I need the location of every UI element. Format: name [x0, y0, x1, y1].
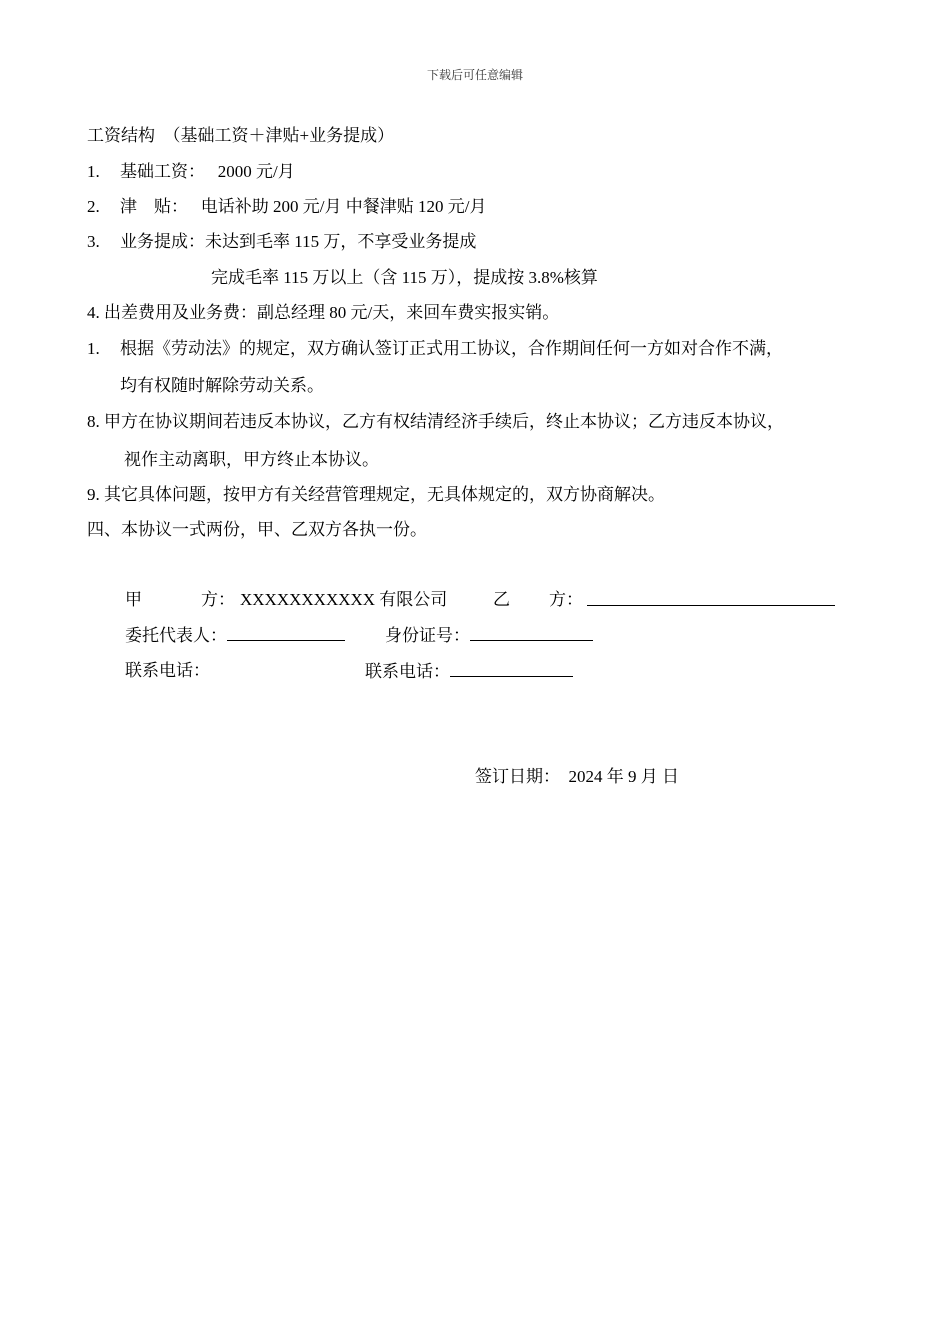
item-number: 3.	[87, 232, 100, 251]
agent-row	[125, 623, 345, 648]
party-b-label-second: 方：	[549, 590, 583, 609]
party-b-name-field	[587, 588, 835, 613]
clause-copies: 四、本协议一式两份，甲、乙双方各执一份。	[87, 520, 427, 539]
phone-a-label: 联系电话：	[125, 661, 210, 680]
phone-b-field	[450, 659, 573, 677]
item-commission	[87, 230, 476, 254]
clause-labor-law	[87, 337, 783, 361]
party-a-name: XXXXXXXXXXX 有限公司	[240, 590, 448, 609]
clause-labor-law-continued: 均有权随时解除劳动关系。	[120, 376, 324, 395]
clause-number: 1.	[87, 339, 100, 358]
item-number: 1.	[87, 162, 100, 181]
signing-date: 签订日期： 2024 年 9 月 日	[475, 767, 679, 786]
phone-b-label: 联系电话：	[365, 662, 450, 681]
agent-field	[227, 623, 345, 641]
clause-breach: 8. 甲方在协议期间若违反本协议，乙方有权结清经济手续后，终止本协议；乙方违反本协议，	[87, 412, 784, 431]
item-allowance	[87, 195, 486, 219]
id-label: 身份证号：	[385, 626, 470, 645]
item-number: 2.	[87, 197, 100, 216]
clause-other-issues: 9. 其它具体问题，按甲方有关经营管理规定，无具体规定的，双方协商解决。	[87, 485, 665, 504]
salary-structure-title: 工资结构 （基础工资＋津贴+业务提成）	[87, 126, 395, 145]
item-text: 基础工资： 2000 元/月	[120, 162, 295, 181]
party-a-label-second: 方：	[201, 590, 235, 609]
party-b-label-first: 乙	[493, 590, 510, 609]
phone-b-row	[365, 659, 573, 684]
item-text: 业务提成：未达到毛率 115 万，不享受业务提成	[120, 232, 477, 251]
agent-label: 委托代表人：	[125, 626, 227, 645]
clause-text: 根据《劳动法》的规定，双方确认签订正式用工协议，合作期间任何一方如对合作不满，	[120, 339, 783, 358]
id-field	[470, 623, 593, 641]
item-travel-expense: 4. 出差费用及业务费：副总经理 80 元/天，来回车费实报实销。	[87, 303, 560, 322]
page-header: 下载后可任意编辑	[426, 68, 523, 82]
clause-breach-continued: 视作主动离职，甲方终止本协议。	[124, 450, 379, 469]
id-row	[385, 623, 593, 648]
party-a-label-first: 甲	[125, 590, 142, 609]
item-commission-continued: 完成毛率 115 万以上（含 115 万），提成按 3.8%核算	[211, 268, 598, 287]
item-text: 津 贴： 电话补助 200 元/月 中餐津贴 120 元/月	[120, 197, 487, 216]
item-basic-salary	[87, 160, 295, 184]
